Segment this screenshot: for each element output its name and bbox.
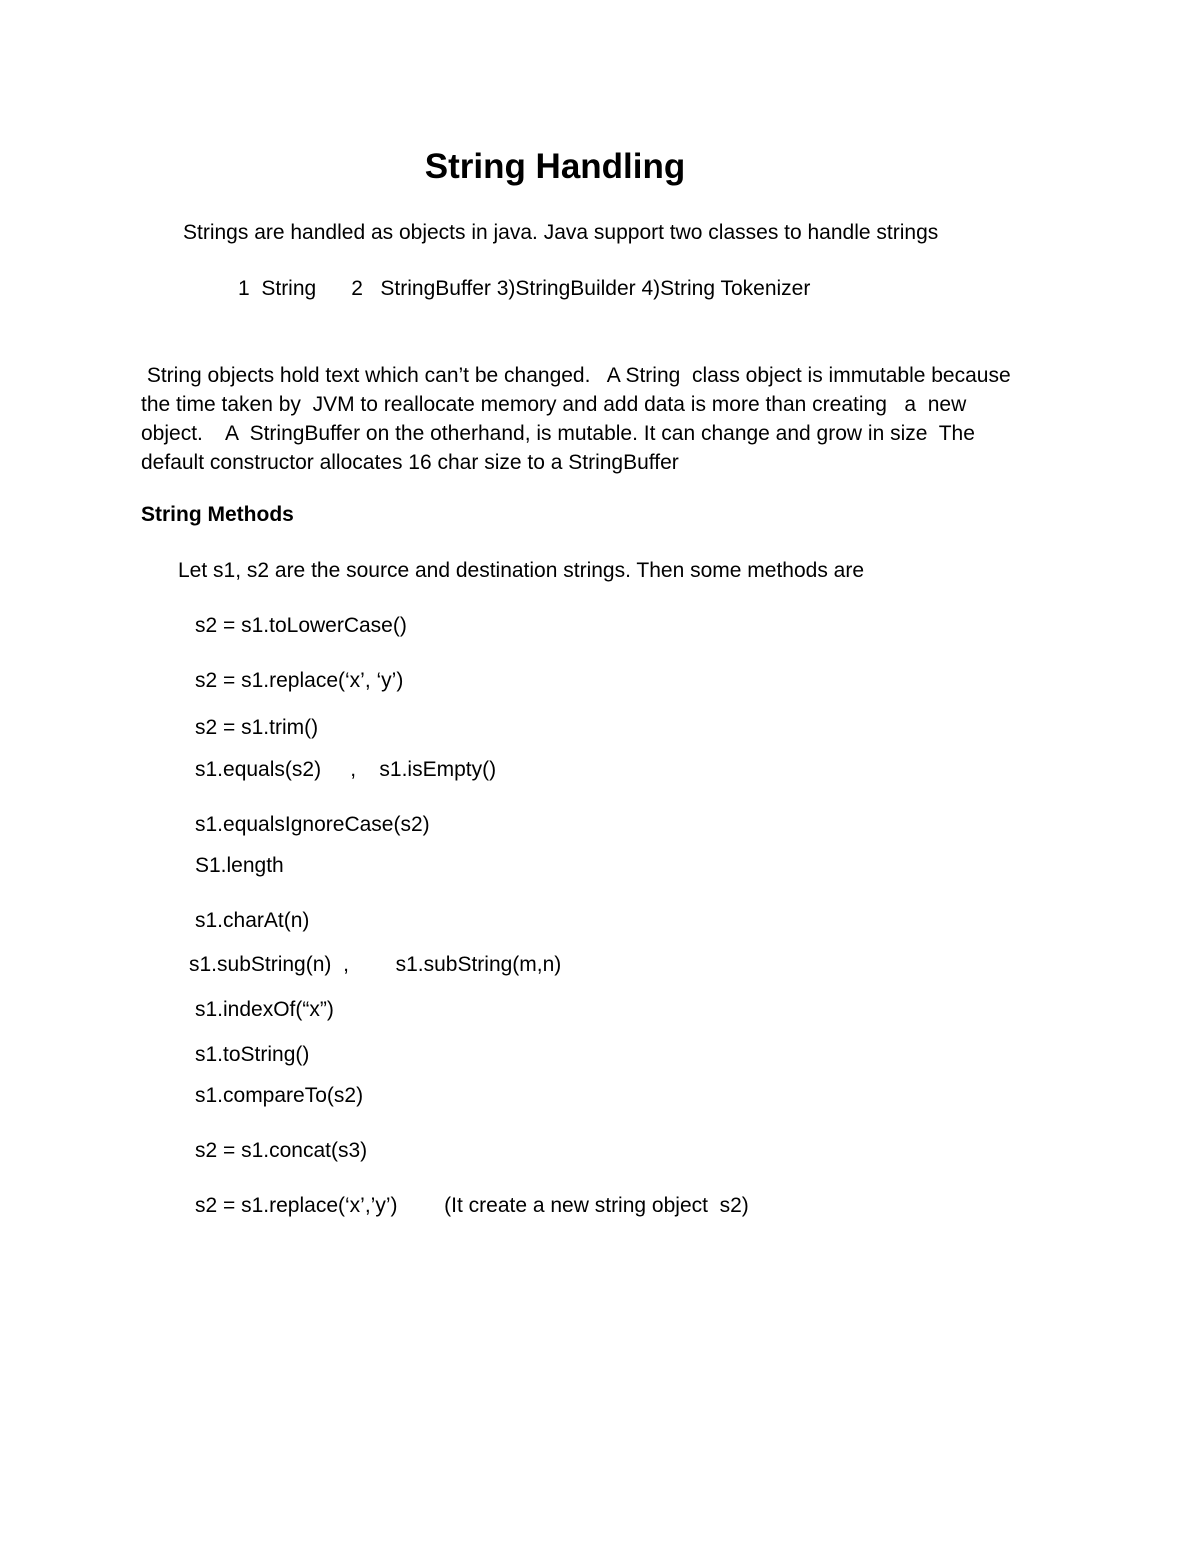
method-item: s1.equals(s2) , s1.isEmpty() — [195, 758, 497, 781]
paragraph-line: default constructor allocates 16 char size to a StringBuffer — [141, 451, 679, 474]
paragraph-line: String objects hold text which can’t be changed. A String class object is immutable because — [141, 364, 1011, 387]
method-item: s2 = s1.toLowerCase() — [195, 614, 407, 637]
paragraph-line: object. A StringBuffer on the otherhand, is mutable. It can change and grow in size The — [141, 422, 975, 445]
method-item: s1.compareTo(s2) — [195, 1084, 364, 1107]
method-item: S1.length — [195, 854, 284, 877]
method-item: s2 = s1.replace(‘x’,’y’) (It create a new string object s2) — [195, 1194, 749, 1217]
paragraph-line: the time taken by JVM to reallocate memory and add data is more than creating a new — [141, 393, 967, 416]
document-title: String Handling — [424, 147, 686, 186]
string-classes-list: 1 String 2 StringBuffer 3)StringBuilder 4)String Tokenizer — [238, 277, 811, 300]
method-item: s2 = s1.replace(‘x’, ‘y’) — [195, 669, 404, 692]
method-item: s1.toString() — [195, 1043, 310, 1066]
intro-text: Strings are handled as objects in java. Java support two classes to handle strings — [183, 221, 939, 244]
method-item: s2 = s1.concat(s3) — [195, 1139, 368, 1162]
method-item: s1.equalsIgnoreCase(s2) — [195, 813, 430, 836]
methods-intro: Let s1, s2 are the source and destination strings. Then some methods are — [178, 559, 865, 582]
method-item: s1.indexOf(“x”) — [195, 998, 334, 1021]
method-item: s1.charAt(n) — [195, 909, 310, 932]
immutability-paragraph — [141, 361, 1041, 477]
method-item: s2 = s1.trim() — [195, 716, 319, 739]
section-heading: String Methods — [141, 503, 294, 526]
method-item: s1.subString(n) , s1.subString(m,n) — [189, 953, 562, 976]
